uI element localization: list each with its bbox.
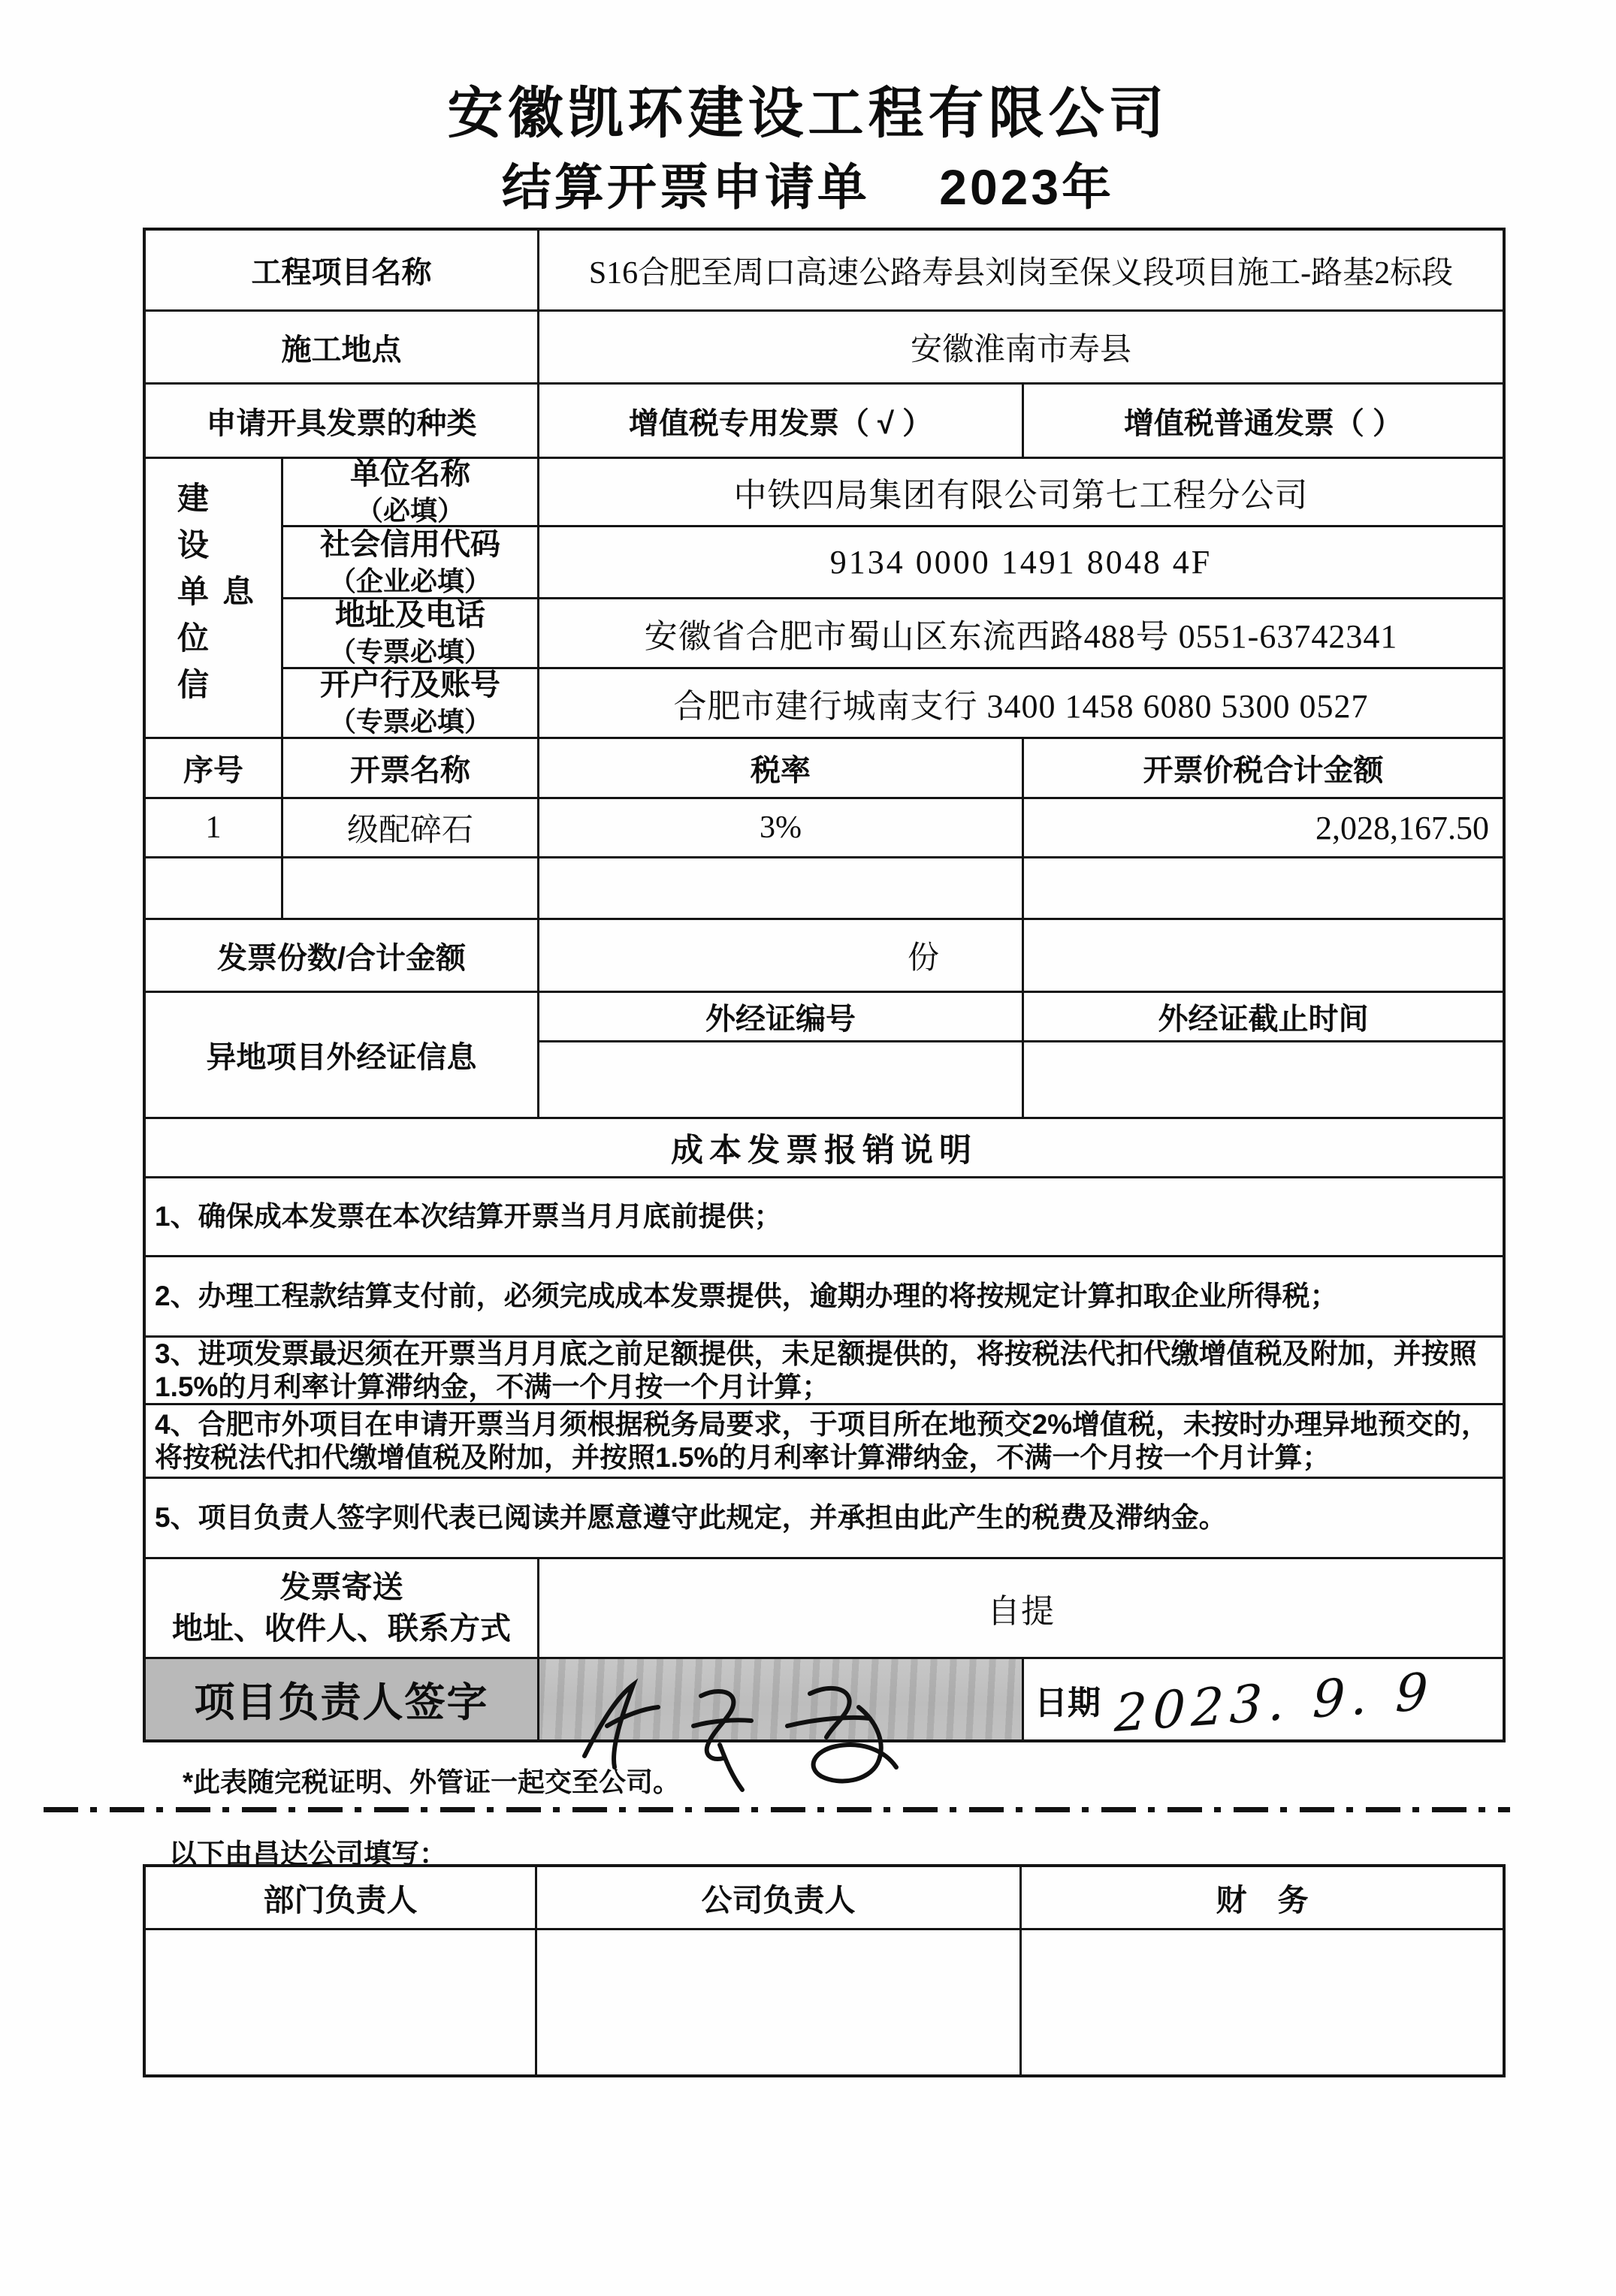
invoice-count-label: 发票份数/合计金额 [146, 920, 539, 993]
main-form-table [143, 228, 1506, 1745]
approval-cell-company-empty [537, 1930, 1022, 2074]
item-row-no [146, 858, 283, 920]
note-item-5: 5、项目负责人签字则代表已阅读并愿意遵守此规定，并承担由此产生的税费及滞纳金。 [146, 1479, 1503, 1559]
delivery-label [146, 1559, 539, 1659]
signature-label: 项目负责人签字 [146, 1659, 539, 1739]
company-title: 安徽凯环建设工程有限公司 [447, 82, 1169, 144]
invoice-type-special: 增值税专用发票（ √ ） [539, 385, 1024, 459]
project-name-value: S16合肥至周口高速公路寿县刘岗至保义段项目施工-路基2标段 [539, 231, 1503, 312]
address-phone-label-sub: （专票必填） [328, 636, 491, 667]
bank-account-label-sub: （专票必填） [328, 706, 491, 737]
waijing-no-empty [539, 1042, 1024, 1119]
address-phone-value: 安徽省合肥市蜀山区东流西路488号 0551-63742341 [539, 599, 1503, 669]
unit-name-label-sub: （必填） [355, 495, 464, 526]
invoice-type-general: 增值税普通发票（ ） [1024, 385, 1503, 459]
unit-name-label [283, 459, 539, 527]
bank-account-label [283, 669, 539, 739]
bank-account-value: 合肥市建行城南支行 3400 1458 6080 5300 0527 [539, 669, 1503, 739]
approval-cell-dept-empty [146, 1930, 537, 2074]
date-handwritten-value: 2023. 9. 9 [1113, 1661, 1435, 1745]
waijing-no-header: 外经证编号 [539, 993, 1024, 1042]
waijing-label: 异地项目外经证信息 [146, 993, 539, 1119]
item-row-rate [539, 858, 1024, 920]
note-item-3: 3、进项发票最迟须在开票当月月底之前足额提供，未足额提供的，将按税法代扣代缴增值税及附加，并按照1.5%的月利率计算滞纳金，不满一个月按一个月计算； [146, 1338, 1503, 1405]
location-value: 安徽淮南市寿县 [539, 312, 1503, 385]
form-title: 结算开票申请单 2023年 [501, 159, 1115, 215]
item-row-rate: 3% [539, 799, 1024, 858]
note-item-4: 4、合肥市外项目在申请开票当月须根据税务局要求，于项目所在地预交2%增值税，未按时办理异地预交的，将按税法代扣代缴增值税及附加，并按照1.5%的月利率计算滞纳金，不满一个月按一个月计算； [146, 1405, 1503, 1479]
address-phone-label [283, 599, 539, 669]
approval-cell-finance-empty [1022, 1930, 1503, 2074]
item-row-amount: 2,028,167.50 [1024, 799, 1503, 858]
date-label: 日期 [1035, 1684, 1101, 1721]
item-row-name: 级配碎石 [283, 799, 539, 858]
credit-code-value: 9134 0000 1491 8048 4F [539, 527, 1503, 599]
invoice-count-amount-empty [1024, 920, 1503, 993]
credit-code-label-sub: （企业必填） [328, 565, 491, 596]
waijing-deadline-empty [1024, 1042, 1503, 1119]
signature-cell [539, 1659, 1024, 1739]
builder-info-group-label: 建设单位信息 [146, 459, 283, 739]
notes-header: 成本发票报销说明 [146, 1119, 1503, 1178]
date-cell [1024, 1659, 1503, 1745]
project-name-label: 工程项目名称 [146, 231, 539, 312]
dash-dot-divider [44, 1807, 1510, 1812]
address-phone-label-main: 地址及电话 [334, 599, 485, 632]
item-row-amount [1024, 858, 1503, 920]
bank-account-label-main: 开户行及账号 [320, 668, 500, 701]
note-item-2: 2、办理工程款结算支付前，必须完成成本发票提供，逾期办理的将按规定计算扣取企业所得税； [146, 1257, 1503, 1338]
waijing-deadline-header: 外经证截止时间 [1024, 993, 1503, 1042]
item-row-name [283, 858, 539, 920]
item-row-no: 1 [146, 799, 283, 858]
items-header-no: 序号 [146, 739, 283, 799]
footnote: *此表随完税证明、外管证一起交至公司。 [183, 1767, 681, 1797]
delivery-label-line2: 地址、收件人、联系方式 [172, 1611, 511, 1646]
approval-header-dept: 部门负责人 [146, 1867, 537, 1930]
note-item-1: 1、确保成本发票在本次结算开票当月月底前提供； [146, 1178, 1503, 1257]
delivery-value: 自提 [539, 1559, 1503, 1659]
items-header-amount: 开票价税合计金额 [1024, 739, 1503, 799]
invoice-type-label: 申请开具发票的种类 [146, 385, 539, 459]
invoice-count-unit: 份 [539, 920, 1024, 993]
unit-name-label-main: 单位名称 [350, 457, 470, 490]
location-label: 施工地点 [146, 312, 539, 385]
items-header-name: 开票名称 [283, 739, 539, 799]
approval-header-finance: 财 务 [1022, 1867, 1503, 1930]
delivery-label-line1: 发票寄送 [279, 1569, 403, 1604]
unit-name-value: 中铁四局集团有限公司第七工程分公司 [539, 459, 1503, 527]
items-header-rate: 税率 [539, 739, 1024, 799]
approval-table [143, 1864, 1506, 2077]
credit-code-label [283, 527, 539, 599]
credit-code-label-main: 社会信用代码 [320, 527, 500, 561]
approval-header-company: 公司负责人 [537, 1867, 1022, 1930]
company-section-intro: 以下由昌达公司填写： [169, 1839, 447, 1869]
